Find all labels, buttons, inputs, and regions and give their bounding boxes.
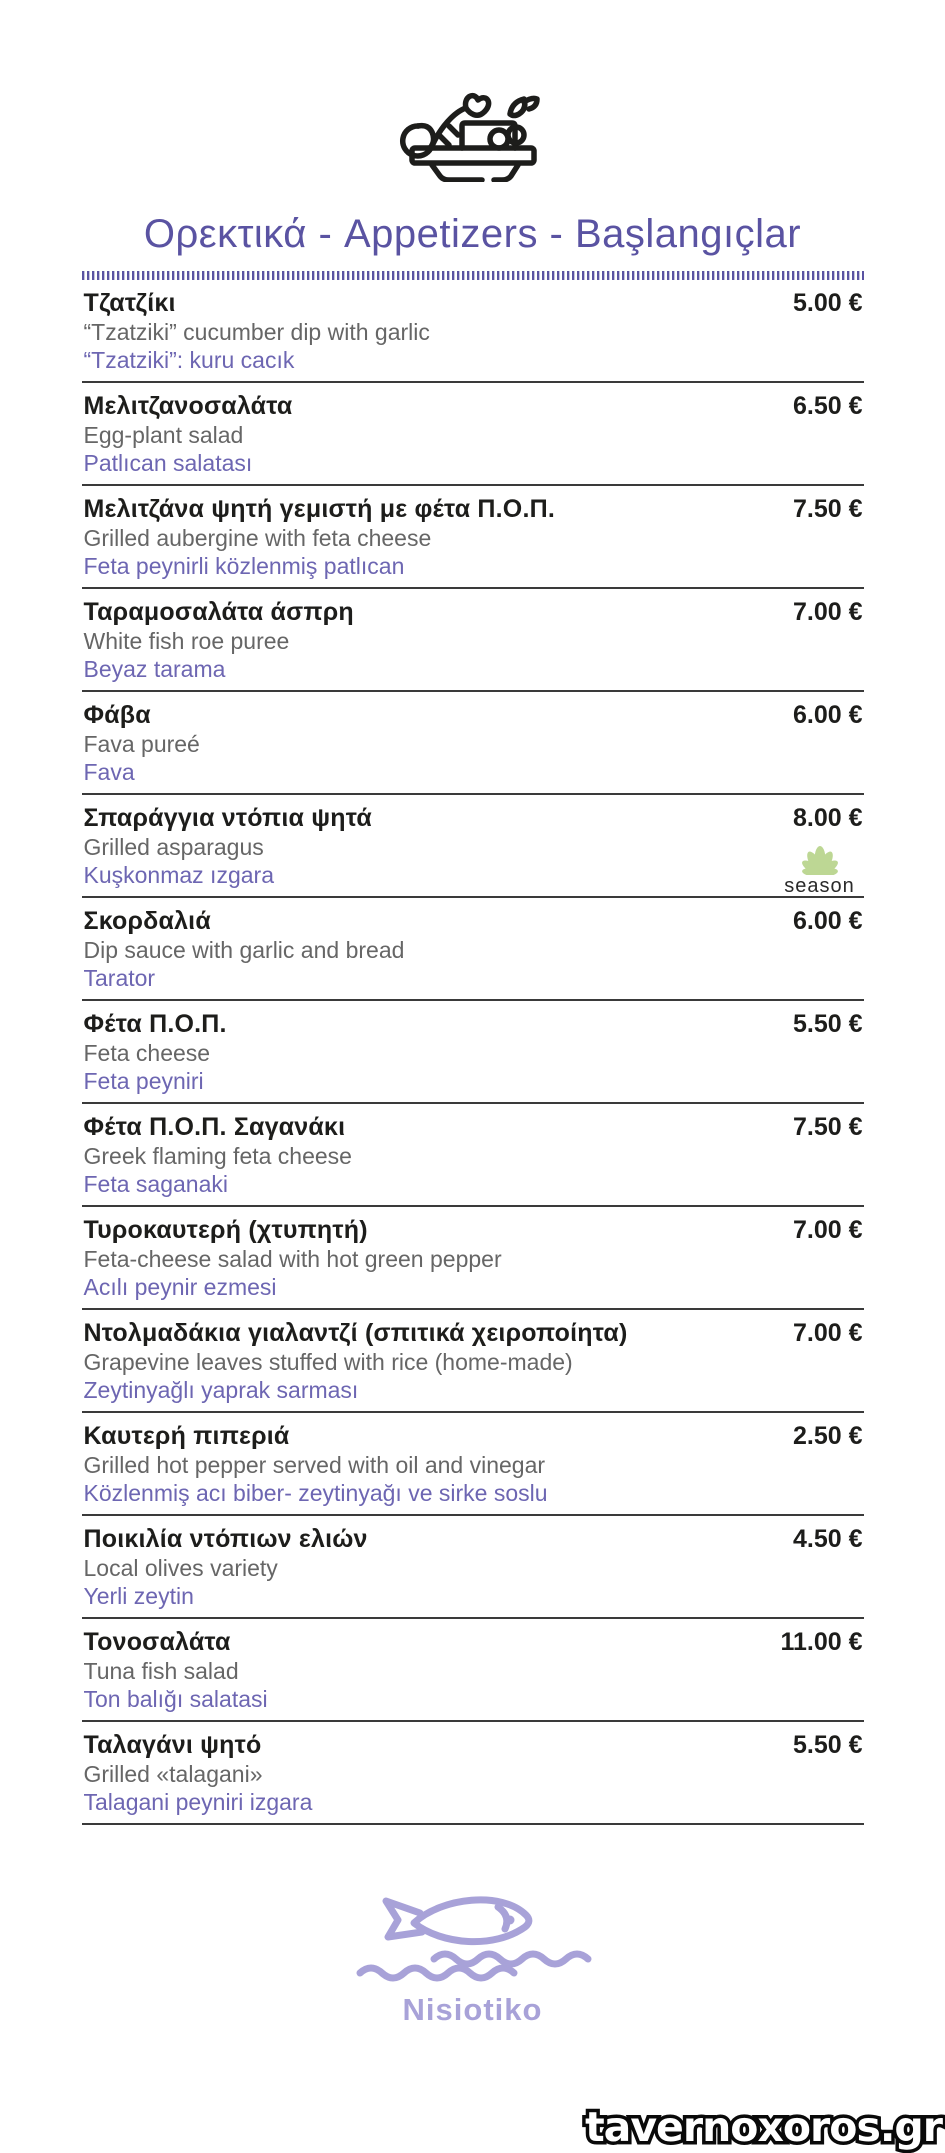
item-name-greek: Τυροκαυτερή (χτυπητή) (83, 1216, 368, 1244)
fish-icon (342, 1879, 604, 1983)
footer (0, 1879, 945, 2028)
item-desc-english: Greek flaming feta cheese (83, 1143, 352, 1169)
item-price: 4.50 € (792, 1525, 863, 1553)
item-desc-turkish: Feta saganaki (83, 1171, 228, 1197)
item-price: 8.00 € (792, 804, 863, 832)
item-price: 6.00 € (792, 701, 863, 729)
item-desc-turkish: Ton balığı salatasi (83, 1686, 268, 1712)
item-name-greek: Ντολμαδάκια γιαλαντζί (σπιτικά χειροποίητα) (83, 1319, 628, 1347)
title-stripes-divider (82, 271, 864, 280)
item-desc-english: Grilled aubergine with feta cheese (83, 525, 432, 551)
item-desc-english: White fish roe puree (83, 628, 290, 654)
item-desc-turkish: Közlenmiş acı biber- zeytinyağı ve sirke soslu (83, 1480, 548, 1506)
item-header-row (84, 1215, 864, 1245)
menu-item (82, 1516, 864, 1619)
item-header-row (84, 288, 864, 318)
item-header-row (84, 803, 864, 833)
item-price: 2.50 € (792, 1422, 863, 1450)
item-name-greek: Ταλαγάνι ψητό (83, 1731, 262, 1759)
menu-item (82, 1104, 864, 1207)
menu-item (82, 1619, 864, 1722)
menu-item (82, 795, 864, 898)
menu-item (82, 589, 864, 692)
item-desc-english: Grapevine leaves stuffed with rice (home-made) (83, 1349, 573, 1375)
item-name-greek: Ποικιλία ντόπιων ελιών (83, 1525, 368, 1553)
item-name-greek: Φάβα (83, 701, 151, 729)
item-header-row (84, 391, 864, 421)
item-name-greek: Μελιτζάνα ψητή γεμιστή με φέτα Π.Ο.Π. (83, 495, 555, 523)
item-header-row (84, 1009, 864, 1039)
item-name-greek: Καυτερή πιπεριά (83, 1422, 290, 1450)
item-header-row (84, 1524, 864, 1554)
menu-section (82, 271, 864, 1825)
item-price: 5.50 € (792, 1010, 863, 1038)
item-desc-turkish: Kuşkonmaz ızgara (83, 862, 274, 888)
item-desc-english: Dip sauce with garlic and bread (83, 937, 405, 963)
item-price: 7.00 € (792, 1216, 863, 1244)
menu-item (82, 898, 864, 1001)
item-price: 6.00 € (792, 907, 863, 935)
item-desc-english: Grilled asparagus (83, 834, 264, 860)
item-price: 7.00 € (792, 598, 863, 626)
header (0, 86, 945, 187)
item-price: 7.50 € (792, 495, 863, 523)
item-price: 11.00 € (780, 1628, 863, 1656)
item-desc-turkish: Beyaz tarama (83, 656, 226, 682)
menu-item (82, 1722, 864, 1825)
item-header-row (84, 700, 864, 730)
item-desc-turkish: Talagani peyniri izgara (83, 1789, 313, 1815)
menu-item (82, 692, 864, 795)
item-name-greek: Ταραμοσαλάτα άσπρη (83, 598, 354, 626)
item-name-greek: Μελιτζανοσαλάτα (83, 392, 293, 420)
item-desc-english: Tuna fish salad (83, 1658, 239, 1684)
item-price: 7.00 € (792, 1319, 863, 1347)
menu-item (82, 1310, 864, 1413)
item-desc-english: Grilled hot pepper served with oil and vinegar (83, 1452, 546, 1478)
menu-item (82, 1001, 864, 1104)
item-header-row (84, 494, 864, 524)
item-desc-english: Egg-plant salad (83, 422, 244, 448)
item-header-row (84, 1318, 864, 1348)
watermark-text: tavernoxoros.gr (585, 2103, 942, 2151)
menu-item (82, 486, 864, 589)
item-header-row (84, 1421, 864, 1451)
item-desc-english: Local olives variety (83, 1555, 278, 1581)
item-desc-turkish: Fava (83, 759, 135, 785)
item-desc-turkish: “Tzatziki”: kuru cacık (83, 347, 295, 373)
item-name-greek: Τζατζίκι (83, 289, 176, 317)
item-header-row (84, 597, 864, 627)
item-desc-english: Feta cheese (83, 1040, 211, 1066)
footer-logo-text: Nisiotiko (402, 1992, 543, 2027)
item-price: 6.50 € (792, 392, 863, 420)
item-desc-turkish: Feta peyniri (83, 1068, 204, 1094)
page-title: Ορεκτικά - Appetizers - Başlangıçlar (143, 212, 802, 256)
item-header-row (84, 1730, 864, 1760)
appetizer-plate-icon (398, 86, 548, 182)
menu-item (82, 1207, 864, 1310)
item-desc-english: Fava pureé (83, 731, 200, 757)
item-desc-turkish: Patlıcan salatası (83, 450, 253, 476)
item-desc-english: Grilled «talagani» (83, 1761, 263, 1787)
item-name-greek: Φέτα Π.Ο.Π. Σαγανάκι (83, 1113, 346, 1141)
menu-list (82, 280, 864, 1825)
item-name-greek: Τονοσαλάτα (83, 1628, 231, 1656)
item-desc-english: “Tzatziki” cucumber dip with garlic (83, 319, 430, 345)
item-name-greek: Φέτα Π.Ο.Π. (83, 1010, 227, 1038)
item-header-row (84, 1627, 864, 1657)
item-price: 5.00 € (792, 289, 863, 317)
menu-item (82, 280, 864, 383)
item-desc-turkish: Acılı peynir ezmesi (83, 1274, 277, 1300)
item-desc-english: Feta-cheese salad with hot green pepper (83, 1246, 502, 1272)
menu-item (82, 1413, 864, 1516)
item-price: 5.50 € (792, 1731, 863, 1759)
item-desc-turkish: Tarator (83, 965, 156, 991)
menu-item (82, 383, 864, 486)
item-name-greek: Σκορδαλιά (83, 907, 211, 935)
item-name-greek: Σπαράγγια ντόπια ψητά (83, 804, 372, 832)
item-header-row (84, 906, 864, 936)
season-badge (776, 835, 864, 897)
item-header-row (84, 1112, 864, 1142)
item-price: 7.50 € (792, 1113, 863, 1141)
item-desc-turkish: Zeytinyağlı yaprak sarması (83, 1377, 359, 1403)
season-badge-label: season (784, 875, 855, 897)
season-leaves-icon (791, 835, 849, 875)
item-desc-turkish: Feta peynirli közlenmiş patlıcan (83, 553, 405, 579)
item-desc-turkish: Yerli zeytin (83, 1583, 194, 1609)
